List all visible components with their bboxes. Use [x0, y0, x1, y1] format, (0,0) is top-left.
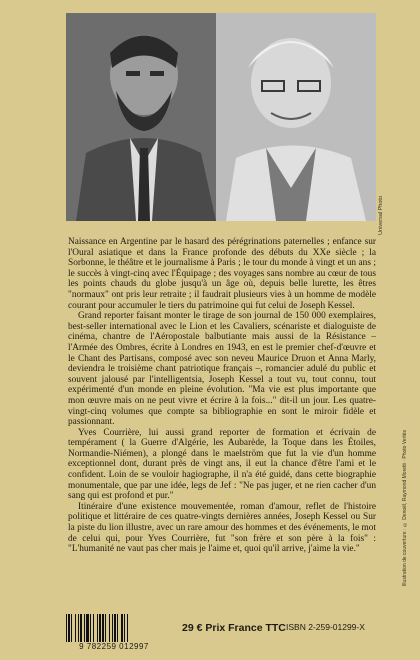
barcode-bars: [64, 614, 164, 642]
price-label: 29 € Prix France TTC: [182, 622, 286, 634]
isbn-label: ISBN 2-259-01299-X: [286, 622, 365, 632]
cover-photo: [66, 13, 376, 221]
cover-illustration-credit: Illustration de couverture : © Denoël, Raymond Moretti · Photo Vertès: [402, 430, 408, 587]
author-portrait-image: [66, 13, 376, 221]
paragraph-4: Itinéraire d'une existence mouvementée, roman d'amour, reflet de l'histoire politique et littéraire de ces quatre-vingts dernières années, Joseph Kessel ou Sur la piste du lion illustre, avec un rare amour des hommes et des événements, le mot de celui qui, pour Yves Courrière, fut "son frère et son père à la fois" : "L'humanité ne vaut pas cher mais je l'aime et, quoi qu'il arrive, j'aime la vie.": [68, 501, 376, 555]
back-cover-text: [68, 237, 376, 555]
paragraph-1: Naissance en Argentine par le hasard des pérégrinations paternelles ; enfance sur l'Oural asiatique et dans la France profonde des débuts du XXe siècle ; la Sorbonne, le théâtre et le journalisme à Paris ; le tour du monde à vingt et un ans ; le succès à vingt-cinq avec l'Équipage ; des voyages sans nombre au cœur de tous les points chauds du globe jusqu'à un âge où, depuis belle lurette, les êtres "normaux" ont pris leur retraite ; il faudrait plusieurs vies à un homme de modèle courant pour accumuler le tiers du patrimoine qui fut celui de Joseph Kessel.: [68, 237, 376, 311]
paragraph-2: Grand reporter faisant monter le tirage de son journal de 150 000 exemplaires, best-seller international avec le Lion et les Cavaliers, scénariste et dialoguiste de cinéma, chantre de l'Aéropostale balbutiante mais aussi de la Résistance – l'Armée des Ombres, écrite à Londres en 1943, en est le premier chef-d'œuvre et le Chant des Partisans, composé avec son neveu Maurice Druon et Anna Marly, deviendra le troisième chant patriotique français –, romancier adulé du public et souvent jalousé par l'intelligentsia, Joseph Kessel a tout vu, tout connu, tout expérimenté d'un monde en pleine évolution. "Ma vie est plus importante que mon œuvre mais on ne peut vivre et écrire à la fois..." dit-il un jour. Les quatre-vingt-cinq volumes que compte sa bibliographie en sont le miroir fidèle et passionnant.: [68, 311, 376, 428]
photo-credit: Universal Photo: [378, 196, 384, 235]
barcode-number: 9 782259 012997: [79, 642, 149, 651]
barcode: [64, 614, 164, 652]
paragraph-3: Yves Courrière, lui aussi grand reporter de formation et écrivain de tempérament ( la Guerre d'Algérie, les Aubarède, la Toque dans les Étoiles, Normandie-Niémen), a plongé dans le maelström que fut la vie d'un homme exceptionnel dont, durant près de vingt ans, il eut la chance d'être l'ami et le confident. Loin de se vouloir hagiographe, il n'a été guidé, dans cette biographie monumentale, que par une idée, legs de Jef : "Ne pas juger, et ne rien cacher d'un sang qui est profond et pur.": [68, 427, 376, 502]
